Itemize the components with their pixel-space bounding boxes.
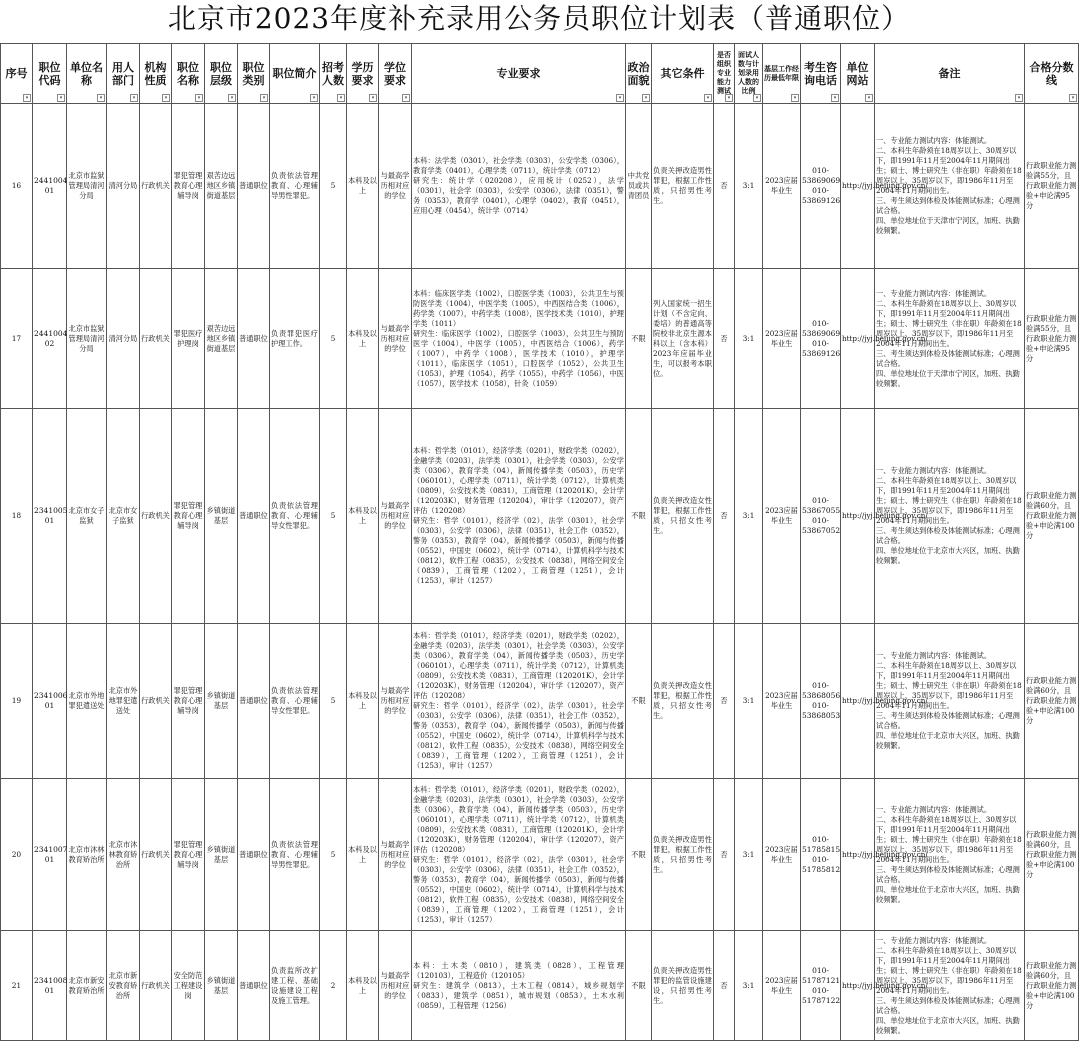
political-cell: 不限 — [626, 931, 652, 1041]
position-cell: 安全防范工程建设岗 — [172, 931, 205, 1041]
dept-cell: 清河分局 — [107, 104, 140, 269]
nature-header: 机构性质 ▾ — [140, 44, 172, 104]
unit-cell: 北京市外地罪犯遣送处 — [67, 624, 107, 779]
phone-cell: 010-53868056 010-53868053 — [801, 624, 841, 779]
filter-dropdown-icon[interactable]: ▾ — [753, 94, 761, 102]
other-cell: 负责关押改造男性罪犯，根据工作性质，只招男性考生。 — [652, 104, 714, 269]
category-cell: 普通职位 — [238, 104, 270, 269]
intro-cell: 负责罪犯医疗护理工作。 — [270, 269, 320, 409]
code-header: 职位代码 ▾ — [33, 44, 67, 104]
seq-cell: 16 — [1, 104, 33, 269]
ratio-cell: 3:1 — [735, 779, 763, 931]
edu-cell: 本科及以上 — [347, 409, 379, 624]
filter-dropdown-icon[interactable]: ▾ — [97, 94, 105, 102]
unit-cell: 北京市监狱管理局清河分局 — [67, 269, 107, 409]
filter-dropdown-icon[interactable]: ▾ — [831, 94, 839, 102]
phone-cell: 010-51787121 010-51787122 — [801, 931, 841, 1041]
category-cell: 普通职位 — [238, 779, 270, 931]
unit-cell: 北京市女子监狱 — [67, 409, 107, 624]
site-cell: http://jyj.beijing.gov.cn/ — [841, 624, 875, 779]
test-header: 是否组织专业能力测试 ▾ — [714, 44, 735, 104]
dept-cell: 北京市新安教育矫治所 — [107, 931, 140, 1041]
edu-cell: 本科及以上 — [347, 624, 379, 779]
table-row — [1, 409, 1079, 624]
dept-cell: 北京市女子监狱 — [107, 409, 140, 624]
major-cell: 本科：临床医学类（1002），口腔医学类（1003），公共卫生与预防医学类（1004），中医学类（1005），中西医结合类（1006），药学类（1007），中药学类（1008），医学技术类（1010），护理学类（1011） 研究生：临床医学（1002），口腔医学（1003），公共卫生与预防医学（1004），中医学（1005），中西医结合（1006），药学（1007），中药学（1008），医学技术（1010），护理学（1011），临床医学（1051），口腔医学（1052），公共卫生（1053），护理（1054），药学（1055），中药学（1056），中医（1057），医学技术（1058），针灸（1059） — [412, 269, 626, 409]
level-cell: 乡镇街道基层 — [205, 779, 238, 931]
seq-cell: 17 — [1, 269, 33, 409]
edu-cell: 本科及以上 — [347, 104, 379, 269]
political-header: 政治面貌 ▾ — [626, 44, 652, 104]
test-cell: 否 — [714, 104, 735, 269]
remark-cell: 一、专业能力测试内容：体能测试。 二、本科生年龄须在18周岁以上、30周岁以下，即1991年11月至2004年11月期间出生；硕士、博士研究生（非在职）年龄须在18周岁以上、35周岁以下，即1986年11月至2004年11月期间出生。 三、考生须达到体检及体能测试标准；心理测试合格。 四、单位地址位于北京市大兴区，加班、执勤较频繁。 — [875, 931, 1025, 1041]
count-cell: 5 — [320, 269, 347, 409]
filter-dropdown-icon[interactable]: ▾ — [130, 94, 138, 102]
level-cell: 乡镇街道基层 — [205, 409, 238, 624]
degree-header: 学位要求 ▾ — [379, 44, 412, 104]
intro-cell: 负责监所改扩建工程、基础设施建设工程及施工管理。 — [270, 931, 320, 1041]
political-cell: 不限 — [626, 269, 652, 409]
other-cell: 列入国家统一招生计划（不含定向、委培）的普通高等院校非北京生源本科以上（含本科）2023年应届毕业生，可以报考本职位。 — [652, 269, 714, 409]
political-cell: 中共党员或共青团员 — [626, 104, 652, 269]
phone-cell: 010-53869069 010-53869126 — [801, 104, 841, 269]
experience-cell: 2023应届毕业生 — [763, 779, 801, 931]
count-cell: 5 — [320, 104, 347, 269]
unit-cell: 北京市监狱管理局清河分局 — [67, 104, 107, 269]
degree-cell: 与最高学历相对应的学位 — [379, 269, 412, 409]
unit-header: 单位名称 ▾ — [67, 44, 107, 104]
filter-dropdown-icon[interactable]: ▾ — [57, 94, 65, 102]
table-row — [1, 931, 1079, 1041]
filter-dropdown-icon[interactable]: ▾ — [162, 94, 170, 102]
code-cell: 2341006 01 — [33, 624, 67, 779]
site-cell: http://jyj.beijing.gov.cn/ — [841, 269, 875, 409]
other-cell: 负责关押改造女性罪犯，根据工作性质，只招女性考生。 — [652, 624, 714, 779]
other-cell: 负责关押改造男性罪犯，根据工作性质，只招男性考生。 — [652, 779, 714, 931]
political-cell: 不限 — [626, 779, 652, 931]
major-cell: 本科：哲学类（0101），经济学类（0201），财政学类（0202），金融学类（0203），法学类（0301），社会学类（0303），公安学类（0306），教育学类（04），新闻传播学类（0503），历史学（060101），心理学类（0711），统计学类（0712），计算机类（0809），公安技术类（0831），工商管理（120201K），会计学（120203K），财务管理（120204），审计学（120207），资产评估（120208） 研究生：哲学（0101），经济学（02），法学（0301），社会学（0303），公安学（0306），法律（0351），社会工作（0352），警务（0353），教育学（04），新闻传播学（0503），新闻与传播（0552），中国史（0602），统计学（0714），计算机科学与技术（0812），软件工程（0835），公安技术（0838），网络空间安全（0839），工商管理（1202），工商管理（1251），会计（1253），审计（1257） — [412, 409, 626, 624]
filter-dropdown-icon[interactable]: ▾ — [704, 94, 712, 102]
category-cell: 普通职位 — [238, 931, 270, 1041]
site-cell: http://jyj.beijing.gov.cn/ — [841, 104, 875, 269]
test-cell: 否 — [714, 269, 735, 409]
edu-header: 学历要求 ▾ — [347, 44, 379, 104]
seq-header: 序号 ▾ — [1, 44, 33, 104]
site-cell: http://jyj.beijing.gov.cn/ — [841, 931, 875, 1041]
filter-dropdown-icon[interactable]: ▾ — [642, 94, 650, 102]
category-cell: 普通职位 — [238, 409, 270, 624]
seq-cell: 20 — [1, 779, 33, 931]
filter-dropdown-icon[interactable]: ▾ — [1069, 94, 1077, 102]
site-cell: http://jyj.beijing.gov.cn/ — [841, 779, 875, 931]
level-cell: 乡镇街道基层 — [205, 931, 238, 1041]
score-cell: 行政职业能力测验满55分，且行政职业能力测验+申论满95分 — [1025, 104, 1079, 269]
filter-dropdown-icon[interactable]: ▾ — [228, 94, 236, 102]
experience-cell: 2023应届毕业生 — [763, 931, 801, 1041]
remark-header: 备注 ▾ — [875, 44, 1025, 104]
code-cell: 2441004 01 — [33, 104, 67, 269]
ratio-cell: 3:1 — [735, 409, 763, 624]
ratio-cell: 3:1 — [735, 931, 763, 1041]
filter-dropdown-icon[interactable]: ▾ — [1015, 94, 1023, 102]
code-cell: 2341005 01 — [33, 409, 67, 624]
filter-dropdown-icon[interactable]: ▾ — [402, 94, 410, 102]
level-cell: 艰苦边远地区乡镇街道基层 — [205, 269, 238, 409]
remark-cell: 一、专业能力测试内容：体能测试。 二、本科生年龄须在18周岁以上、30周岁以下，即1991年11月至2004年11月期间出生；硕士、博士研究生（非在职）年龄须在18周岁以上、35周岁以下，即1986年11月至2004年11月期间出生。 三、考生须达到体检及体能测试标准；心理测试合格。 四、单位地址位于天津市宁河区，加班、执勤较频繁。 — [875, 269, 1025, 409]
site-cell: http://jyj.beijing.gov.cn/ — [841, 409, 875, 624]
phone-header: 考生咨询电话 ▾ — [801, 44, 841, 104]
filter-dropdown-icon[interactable]: ▾ — [791, 94, 799, 102]
other-cell: 负责关押改造男性罪犯的监管设施建设，只招男性考生。 — [652, 931, 714, 1041]
count-header: 招考人数 ▾ — [320, 44, 347, 104]
count-cell: 5 — [320, 779, 347, 931]
positions-table — [0, 43, 1079, 1041]
filter-dropdown-icon[interactable]: ▾ — [865, 94, 873, 102]
test-cell: 否 — [714, 624, 735, 779]
score-cell: 行政职业能力测验满55分，且行政职业能力测验+申论满95分 — [1025, 269, 1079, 409]
political-cell: 不限 — [626, 624, 652, 779]
filter-dropdown-icon[interactable]: ▾ — [310, 94, 318, 102]
score-cell: 行政职业能力测验满60分，且行政职业能力测验+申论满100分 — [1025, 779, 1079, 931]
test-cell: 否 — [714, 931, 735, 1041]
position-cell: 罪犯管理教育心理辅导岗 — [172, 624, 205, 779]
table-row — [1, 269, 1079, 409]
seq-cell: 21 — [1, 931, 33, 1041]
position-cell: 罪犯医疗护理岗 — [172, 269, 205, 409]
intro-cell: 负责依法管理教育、心理辅导女性罪犯。 — [270, 624, 320, 779]
code-cell: 2341007 01 — [33, 779, 67, 931]
other-cell: 负责关押改造女性罪犯，根据工作性质，只招女性考生。 — [652, 409, 714, 624]
category-header: 职位类别 ▾ — [238, 44, 270, 104]
major-header: 专业要求 ▾ — [412, 44, 626, 104]
nature-cell: 行政机关 — [140, 104, 172, 269]
remark-cell: 一、专业能力测试内容：体能测试。 二、本科生年龄须在18周岁以上、30周岁以下，即1991年11月至2004年11月期间出生；硕士、博士研究生（非在职）年龄须在18周岁以上、35周岁以下，即1986年11月至2004年11月期间出生。 三、考生须达到体检及体能测试标准；心理测试合格。 四、单位地址位于北京市大兴区，加班、执勤较频繁。 — [875, 624, 1025, 779]
count-cell: 2 — [320, 931, 347, 1041]
edu-cell: 本科及以上 — [347, 779, 379, 931]
filter-dropdown-icon[interactable]: ▾ — [337, 94, 345, 102]
experience-cell: 2023应届毕业生 — [763, 104, 801, 269]
phone-cell: 010-53869069 010-53869126 — [801, 269, 841, 409]
count-cell: 5 — [320, 409, 347, 624]
edu-cell: 本科及以上 — [347, 269, 379, 409]
degree-cell: 与最高学历相对应的学位 — [379, 409, 412, 624]
intro-cell: 负责依法管理教育、心理辅导男性罪犯。 — [270, 779, 320, 931]
ratio-header: 面试人数与计划录用人数的比例 ▾ — [735, 44, 763, 104]
edu-cell: 本科及以上 — [347, 931, 379, 1041]
seq-cell: 18 — [1, 409, 33, 624]
intro-cell: 负责依法管理教育、心理辅导女性罪犯。 — [270, 409, 320, 624]
position-cell: 罪犯管理教育心理辅导岗 — [172, 409, 205, 624]
score-cell: 行政职业能力测验满60分，且行政职业能力测验+申论满100分 — [1025, 624, 1079, 779]
category-cell: 普通职位 — [238, 269, 270, 409]
phone-cell: 010-53867055 010-53867052 — [801, 409, 841, 624]
intro-header: 职位简介 ▾ — [270, 44, 320, 104]
table-row — [1, 104, 1079, 269]
political-cell: 不限 — [626, 409, 652, 624]
nature-cell: 行政机关 — [140, 409, 172, 624]
page-title: 北京市2023年度补充录用公务员职位计划表（普通职位） — [167, 2, 911, 35]
score-cell: 行政职业能力测验满60分，且行政职业能力测验+申论满100分 — [1025, 409, 1079, 624]
ratio-cell: 3:1 — [735, 624, 763, 779]
remark-cell: 一、专业能力测试内容：体能测试。 二、本科生年龄须在18周岁以上、30周岁以下，即1991年11月至2004年11月期间出生；硕士、博士研究生（非在职）年龄须在18周岁以上、35周岁以下，即1986年11月至2004年11月期间出生。 三、考生须达到体检及体能测试标准；心理测试合格。 四、单位地址位于北京市大兴区，加班、执勤较频繁。 — [875, 779, 1025, 931]
header-row — [1, 44, 1079, 104]
category-cell: 普通职位 — [238, 624, 270, 779]
test-cell: 否 — [714, 409, 735, 624]
level-cell: 乡镇街道基层 — [205, 624, 238, 779]
level-header: 职位层级 ▾ — [205, 44, 238, 104]
level-cell: 艰苦边远地区乡镇街道基层 — [205, 104, 238, 269]
intro-cell: 负责依法管理教育、心理辅导男性罪犯。 — [270, 104, 320, 269]
table-row — [1, 779, 1079, 931]
dept-cell: 清河分局 — [107, 269, 140, 409]
site-header: 单位网站 ▾ — [841, 44, 875, 104]
filter-dropdown-icon[interactable]: ▾ — [369, 94, 377, 102]
filter-dropdown-icon[interactable]: ▾ — [260, 94, 268, 102]
nature-cell: 行政机关 — [140, 624, 172, 779]
major-cell: 本科：哲学类（0101），经济学类（0201），财政学类（0202），金融学类（0203），法学类（0301），社会学类（0303），公安学类（0306），教育学类（04），新闻传播学类（0503），历史学（060101），心理学类（0711），统计学类（0712），计算机类（0809），公安技术类（0831），工商管理（120201K），会计学（120203K），财务管理（120204），审计学（120207），资产评估（120208） 研究生：哲学（0101），经济学（02），法学（0301），社会学（0303），公安学（0306），法律（0351），社会工作（0352），警务（0353），教育学（04），新闻传播学（0503），新闻与传播（0552），中国史（0602），统计学（0714），计算机科学与技术（0812），软件工程（0835），公安技术（0838），网络空间安全（0839），工商管理（1202），工商管理（1251），会计（1253），审计（1257） — [412, 779, 626, 931]
filter-dropdown-icon[interactable]: ▾ — [725, 94, 733, 102]
nature-cell: 行政机关 — [140, 269, 172, 409]
experience-cell: 2023应届毕业生 — [763, 269, 801, 409]
remark-cell: 一、专业能力测试内容：体能测试。 二、本科生年龄须在18周岁以上、30周岁以下，即1991年11月至2004年11月期间出生；硕士、博士研究生（非在职）年龄须在18周岁以上、35周岁以下，即1986年11月至2004年11月期间出生。 三、考生须达到体检及体能测试标准；心理测试合格。 四、单位地址位于天津市宁河区，加班、执勤较频繁。 — [875, 104, 1025, 269]
major-cell: 本科：法学类（0301），社会学类（0303），公安学类（0306），教育学类（0401），心理学类（0711），统计学类（0712） 研究生：统计学（020208），应用统计（0252），法学（0301），社会学（0303），公安学（0306），法律（0351），警务（0353），教育学（0401），心理学（0402），教育（0451），应用心理（0454），统计学（0714） — [412, 104, 626, 269]
filter-dropdown-icon[interactable]: ▾ — [23, 94, 31, 102]
major-cell: 本科：哲学类（0101），经济学类（0201），财政学类（0202），金融学类（0203），法学类（0301），社会学类（0303），公安学类（0306），教育学类（04），新闻传播学类（0503），历史学（060101），心理学类（0711），统计学类（0712），计算机类（0809），公安技术类（0831），工商管理（120201K），会计学（120203K），财务管理（120204），审计学（120207），资产评估（120208） 研究生：哲学（0101），经济学（02），法学（0301），社会学（0303），公安学（0306），法律（0351），社会工作（0352），警务（0353），教育学（04），新闻传播学（0503），新闻与传播（0552），中国史（0602），统计学（0714），计算机科学与技术（0812），软件工程（0835），公安技术（0838），网络空间安全（0839），工商管理（1202），工商管理（1251），会计（1253），审计（1257） — [412, 624, 626, 779]
remark-cell: 一、专业能力测试内容：体能测试。 二、本科生年龄须在18周岁以上、30周岁以下，即1991年11月至2004年11月期间出生；硕士、博士研究生（非在职）年龄须在18周岁以上、35周岁以下，即1986年11月至2004年11月期间出生。 三、考生须达到体检及体能测试标准；心理测试合格。 四、单位地址位于北京市大兴区，加班、执勤较频繁。 — [875, 409, 1025, 624]
nature-cell: 行政机关 — [140, 779, 172, 931]
phone-cell: 010-51785815 010-51785812 — [801, 779, 841, 931]
ratio-cell: 3:1 — [735, 269, 763, 409]
experience-header: 基层工作经历最低年限 ▾ — [763, 44, 801, 104]
other-header: 其它条件 ▾ — [652, 44, 714, 104]
test-cell: 否 — [714, 779, 735, 931]
degree-cell: 与最高学历相对应的学位 — [379, 779, 412, 931]
seq-cell: 19 — [1, 624, 33, 779]
position-header: 职位名称 ▾ — [172, 44, 205, 104]
unit-cell: 北京市新安教育矫治所 — [67, 931, 107, 1041]
major-cell: 本科：土木类（0810），建筑类（0828），工程管理（120103），工程造价（120105） 研究生：建筑学（0813），土木工程（0814），城乡规划学（0833），建筑学（0851），城市规划（0853），土木水利（0859），工程管理（1256） — [412, 931, 626, 1041]
count-cell: 5 — [320, 624, 347, 779]
ratio-cell: 3:1 — [735, 104, 763, 269]
score-header: 合格分数线 ▾ — [1025, 44, 1079, 104]
degree-cell: 与最高学历相对应的学位 — [379, 624, 412, 779]
filter-dropdown-icon[interactable]: ▾ — [616, 94, 624, 102]
degree-cell: 与最高学历相对应的学位 — [379, 104, 412, 269]
degree-cell: 与最高学历相对应的学位 — [379, 931, 412, 1041]
experience-cell: 2023应届毕业生 — [763, 409, 801, 624]
dept-header: 用人部门 ▾ — [107, 44, 140, 104]
nature-cell: 行政机关 — [140, 931, 172, 1041]
dept-cell: 北京市沐林教育矫治所 — [107, 779, 140, 931]
filter-dropdown-icon[interactable]: ▾ — [195, 94, 203, 102]
experience-cell: 2023应届毕业生 — [763, 624, 801, 779]
dept-cell: 北京市外地罪犯遣送处 — [107, 624, 140, 779]
unit-cell: 北京市沐林教育矫治所 — [67, 779, 107, 931]
position-cell: 罪犯管理教育心理辅导岗 — [172, 779, 205, 931]
score-cell: 行政职业能力测验满60分，且行政职业能力测验+申论满100分 — [1025, 931, 1079, 1041]
code-cell: 2341008 01 — [33, 931, 67, 1041]
position-cell: 罪犯管理教育心理辅导岗 — [172, 104, 205, 269]
table-row — [1, 624, 1079, 779]
code-cell: 2441004 02 — [33, 269, 67, 409]
